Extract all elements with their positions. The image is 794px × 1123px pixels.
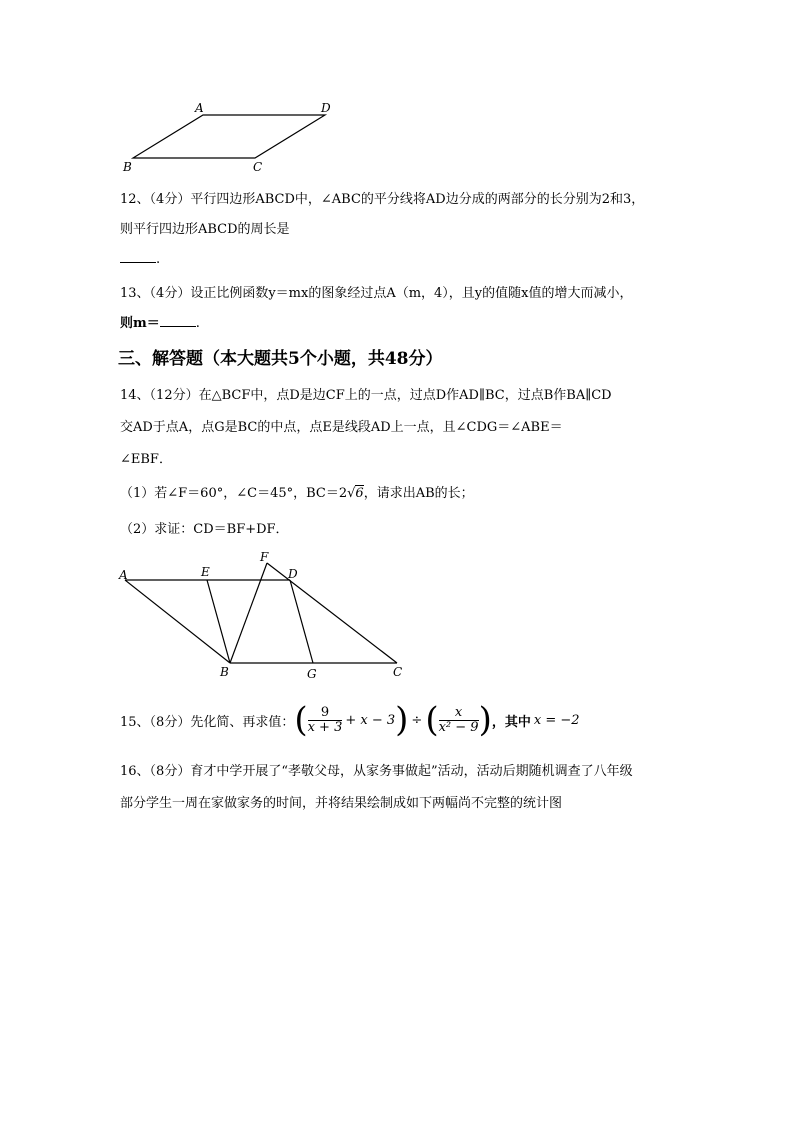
q15-line [120,698,580,742]
q13-end: . [195,316,200,331]
q15-condition: x = −2 [533,712,580,728]
segment-BE [207,580,230,663]
q15-prefix: 15、（8分）先化简、再求值： [120,714,295,730]
q14-part1-prefix: （1）若∠F＝60°，∠C＝45°，BC＝2 [120,486,348,501]
label-A: A [195,101,204,115]
left-paren: ( [425,700,439,740]
q14-part1-sqrt-value: 6 [355,486,364,501]
q15-mid-term: + x − 3 [345,712,396,728]
label-C: C [393,665,403,679]
left-paren: ( [294,700,308,740]
parallelogram-outline [133,115,325,158]
label-D: D [321,101,331,115]
parallelogram-figure [115,95,345,175]
label-E: E [201,565,210,579]
section3-title: 三、解答题（本大题共5个小题，共48分） [118,349,443,369]
q15-suffix: ，其中 [491,714,531,730]
q13-answer-blank[interactable] [160,314,196,327]
label-A: A [119,568,128,582]
fraction-9-over-x-plus-3 [308,706,343,735]
segment-BF [230,563,267,663]
fraction1-denominator: x + 3 [307,719,343,735]
right-paren: ) [478,700,492,740]
fraction2-denominator: x² − 9 [438,719,479,735]
sqrt-symbol: √ [347,486,356,501]
q14-part2: （2）求证：CD＝BF+DF． [120,522,289,537]
q14-line2: 交AD于点A，点G是BC的中点，点E是线段AD上一点，且∠CDG＝∠ABE＝ [120,420,563,435]
q14-line3: ∠EBF． [120,452,172,467]
right-paren: ) [395,700,409,740]
fraction1-numerator: 9 [320,704,330,720]
q12-answer-line [120,250,160,267]
q13-line2 [120,312,200,331]
segment-FC [267,563,397,663]
q16-line1: 16、（8分）育才中学开展了“孝敬父母，从家务事做起”活动，活动后期随机调查了八年级 [120,764,633,779]
fraction2-numerator: x [454,704,463,720]
q13-line1: 13、（4分）设正比例函数y＝mx的图象经过点A（m，4），且y的值随x值的增大而减小， [120,286,633,301]
q15-divide: ÷ [411,712,423,728]
label-B: B [220,665,229,679]
q14-part1 [120,482,474,501]
q12-answer-blank[interactable] [120,250,156,263]
label-B: B [123,160,132,174]
q12-line2: 则平行四边形ABCD的周长是 [120,222,290,237]
q14-part1-suffix: ，请求出AB的长； [363,486,474,501]
fraction-x-over-x2-minus-9 [439,706,479,735]
q14-figure [115,548,415,683]
segment-DG [290,580,313,663]
label-C: C [253,160,263,174]
q14-line1: 14、（12分）在△BCF中，点D是边CF上的一点，过点D作AD∥BC，过点B作BA∥CD [120,388,612,403]
label-F: F [260,550,269,564]
q16-line2: 部分学生一周在家做家务的时间，并将结果绘制成如下两幅尚不完整的统计图 [120,796,563,811]
segment-AB [125,580,230,663]
label-G: G [307,667,317,681]
q13-line2-prefix: 则m＝ [120,316,160,331]
q12-end: . [156,252,161,267]
label-D: D [288,567,298,581]
q12-line1: 12、（4分）平行四边形ABCD中，∠ABC的平分线将AD边分成的两部分的长分别为2和3， [120,192,645,207]
